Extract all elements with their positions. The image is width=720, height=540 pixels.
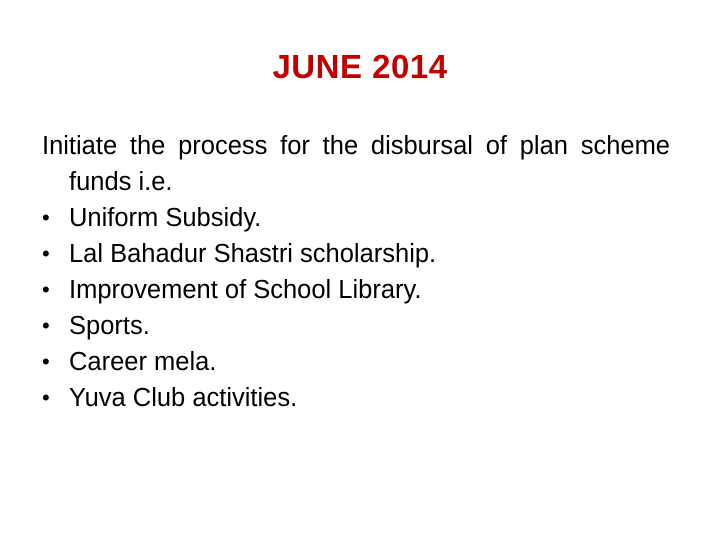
list-item-text: Sports. [69, 312, 150, 340]
bullet-list [42, 200, 670, 416]
bullet-icon: • [42, 313, 50, 338]
list-item-text: Improvement of School Library. [69, 276, 422, 304]
list-item-text: Lal Bahadur Shastri scholarship. [69, 240, 437, 268]
bullet-icon: • [42, 205, 50, 230]
list-item-text: Yuva Club activities. [69, 384, 298, 412]
slide-content [42, 128, 670, 416]
slide-title: JUNE 2014 [272, 48, 448, 85]
list-item [42, 272, 670, 308]
intro-text: Initiate the process for the disbursal of plan scheme funds i.e. [42, 132, 670, 196]
bullet-icon: • [42, 277, 50, 302]
bullet-icon: • [42, 241, 50, 266]
list-item [42, 344, 670, 380]
list-item [42, 308, 670, 344]
list-item-text: Career mela. [69, 348, 217, 376]
list-item-text: Uniform Subsidy. [69, 204, 262, 232]
list-item [42, 380, 670, 416]
list-item [42, 200, 670, 236]
list-item [42, 236, 670, 272]
bullet-icon: • [42, 349, 50, 374]
bullet-icon: • [42, 385, 50, 410]
